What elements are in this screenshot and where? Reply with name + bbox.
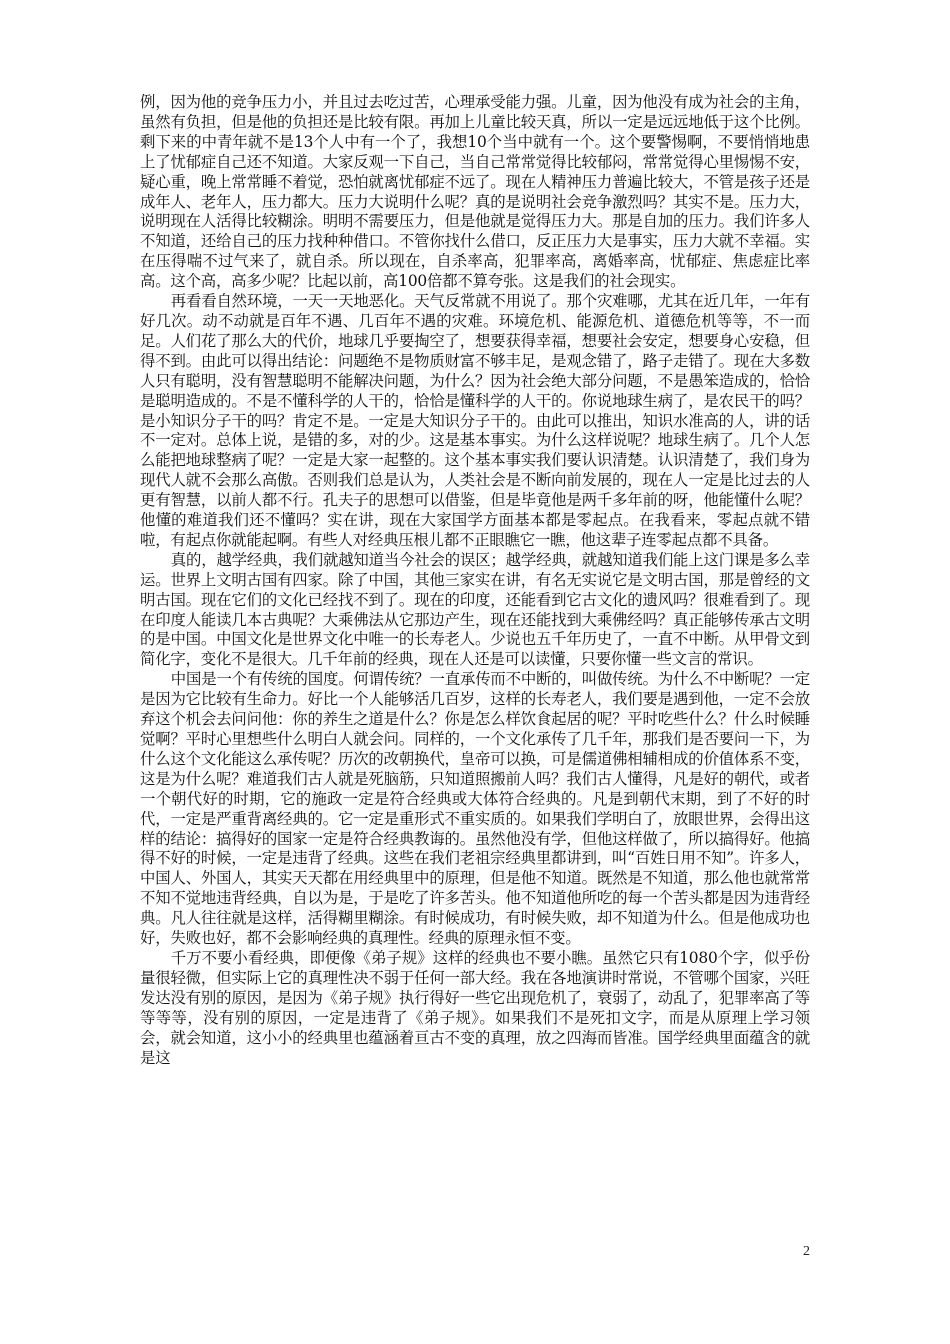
paragraph-5: 千万不要小看经典，即便像《弟子规》这样的经典也不要小瞧。虽然它只有1080个字，似乎份量很轻微，但实际上它的真理性决不弱于任何一部大经。我在各地演讲时常说，不管哪个国家，兴旺发达没有别的原因，是因为《弟子规》执行得好一些它出现危机了，衰弱了，动乱了，犯罪率高了等等等等，没有别的原因，一定是违背了《弟子规》。如果我们不是死扣文字，而是从原理上学习领会，就会知道，这小小的经典里也蕴涵着亘古不变的真理，放之四海而皆准。国学经典里面蕴含的就是这 xyxy=(140,948,810,1067)
paragraph-4: 中国是一个有传统的国度。何谓传统？一直承传而不中断的，叫做传统。为什么不中断呢？一定是因为它比较有生命力。好比一个人能够活几百岁，这样的长寿老人，我们要是遇到他，一定不会放弃这个机会去问问他：你的养生之道是什么？你是怎么样饮食起居的呢？平时吃些什么？什么时候睡觉啊？平时心里想些什么明白人就会问。同样的，一个文化承传了几千年，那我们是否要问一下，为什么这个文化能这么承传呢？历次的改朝换代，皇帝可以换，可是儒道佛相辅相成的价值体系不变，这是为什么呢？难道我们古人就是死脑筋，只知道照搬前人吗？我们古人懂得，凡是好的朝代，或者一个朝代好的时期，它的施政一定是符合经典或大体符合经典的。凡是到朝代末期，到了不好的时代，一定是严重背离经典的。它一定是重形式不重实质的。如果我们学明白了，放眼世界，会得出这样的结论：搞得好的国家一定是符合经典教诲的。虽然他没有学，但他这样做了，所以搞得好。他搞得不好的时候，一定是违背了经典。这些在我们老祖宗经典里都讲到，叫“百姓日用不知”。许多人，中国人、外国人，其实天天都在用经典里中的原理，但是他不知道。既然是不知道，那么他也就常常不知不觉地违背经典，自以为是，于是吃了许多苦头。他不知道他所吃的每一个苦头都是因为违背经典。凡人往往就是这样，活得糊里糊涂。有时候成功，有时候失败，却不知道为什么。但是他成功也好，失败也好，都不会影响经典的真理性。经典的原理永恒不变。 xyxy=(140,670,810,948)
paragraph-3: 真的，越学经典，我们就越知道当今社会的误区；越学经典，就越知道我们能上这门课是多么幸运。世界上文明古国有四家。除了中国，其他三家实在讲，有名无实说它是文明古国，那是曾经的文明古国。现在它们的文化已经找不到了。现在的印度，还能看到它古文化的遗风吗？很难看到了。现在印度人能读几本古典呢？大乘佛法从它那边产生，现在还能找到大乘佛经吗？真正能够传承古文明的是中国。中国文化是世界文化中唯一的长寿老人。少说也五千年历史了，一直不中断。从甲骨文到简化字，变化不是很大。几千年前的经典，现在人还是可以读懂，只要你懂一些文言的常识。 xyxy=(140,550,810,669)
document-body xyxy=(140,93,810,1068)
paragraph-1: 例，因为他的竞争压力小，并且过去吃过苦，心理承受能力强。儿童，因为他没有成为社会的主角，虽然有负担，但是他的负担还是比较有限。再加上儿童比较天真，所以一定是远远地低于这个比例。剩下来的中青年就不是13个人中有一个了，我想10个当中就有一个。这个要警惕啊，不要悄悄地患上了忧郁症自己还不知道。大家反观一下自己，当自己常常觉得比较郁闷，常常觉得心里惕惕不安，疑心重，晚上常常睡不着觉，恐怕就离忧郁症不远了。现在人精神压力普遍比较大，不管是孩子还是成年人、老年人，压力都大。压力大说明什么呢？真的是说明社会竞争激烈吗？其实不是。压力大，说明现在人活得比较糊涂。明明不需要压力，但是他就是觉得压力大。那是自加的压力。我们许多人不知道，还给自己的压力找种种借口。不管你找什么借口，反正压力大是事实，压力大就不幸福。实在压得喘不过气来了，就自杀。所以现在，自杀率高，犯罪率高，离婚率高，忧郁症、焦虑症比率高。这个高，高多少呢？比起以前，高100倍都不算夸张。这是我们的社会现实。 xyxy=(140,93,810,291)
paragraph-2: 再看看自然环境，一天一天地恶化。天气反常就不用说了。那个灾难哪，尤其在近几年，一年有好几次。动不动就是百年不遇、几百年不遇的灾难。环境危机、能源危机、道德危机等等，不一而足。人们花了那么大的代价，地球几乎要掏空了，想要获得幸福，想要社会安定，想要身心安稳，但得不到。由此可以得出结论：问题绝不是物质财富不够丰足，是观念错了，路子走错了。现在大多数人只有聪明，没有智慧聪明不能解决问题，为什么？因为社会绝大部分问题，不是愚笨造成的，恰恰是聪明造成的。不是不懂科学的人干的，恰恰是懂科学的人干的。你说地球生病了，是农民干的吗？是小知识分子干的吗？肯定不是。一定是大知识分子干的。由此可以推出，知识水准高的人，讲的话不一定对。总体上说，是错的多，对的少。这是基本事实。为什么这样说呢？地球生病了。几个人怎么能把地球整病了呢？一定是大家一起整的。这个基本事实我们要认识清楚。认识清楚了，我们身为现代人就不会那么高傲。否则我们总是认为，人类社会是不断向前发展的，现在人一定是比过去的人更有智慧，以前人都不行。孔夫子的思想可以借鉴，但是毕竟他是两千多年前的呀，他能懂什么呢？他懂的难道我们还不懂吗？实在讲，现在大家国学方面基本都是零起点。在我看来，零起点就不错啦，有起点你就能起啊。有些人对经典压根儿都不正眼瞧它一瞧，他这辈子连零起点都不具备。 xyxy=(140,292,810,549)
page-number: 2 xyxy=(803,1244,810,1259)
